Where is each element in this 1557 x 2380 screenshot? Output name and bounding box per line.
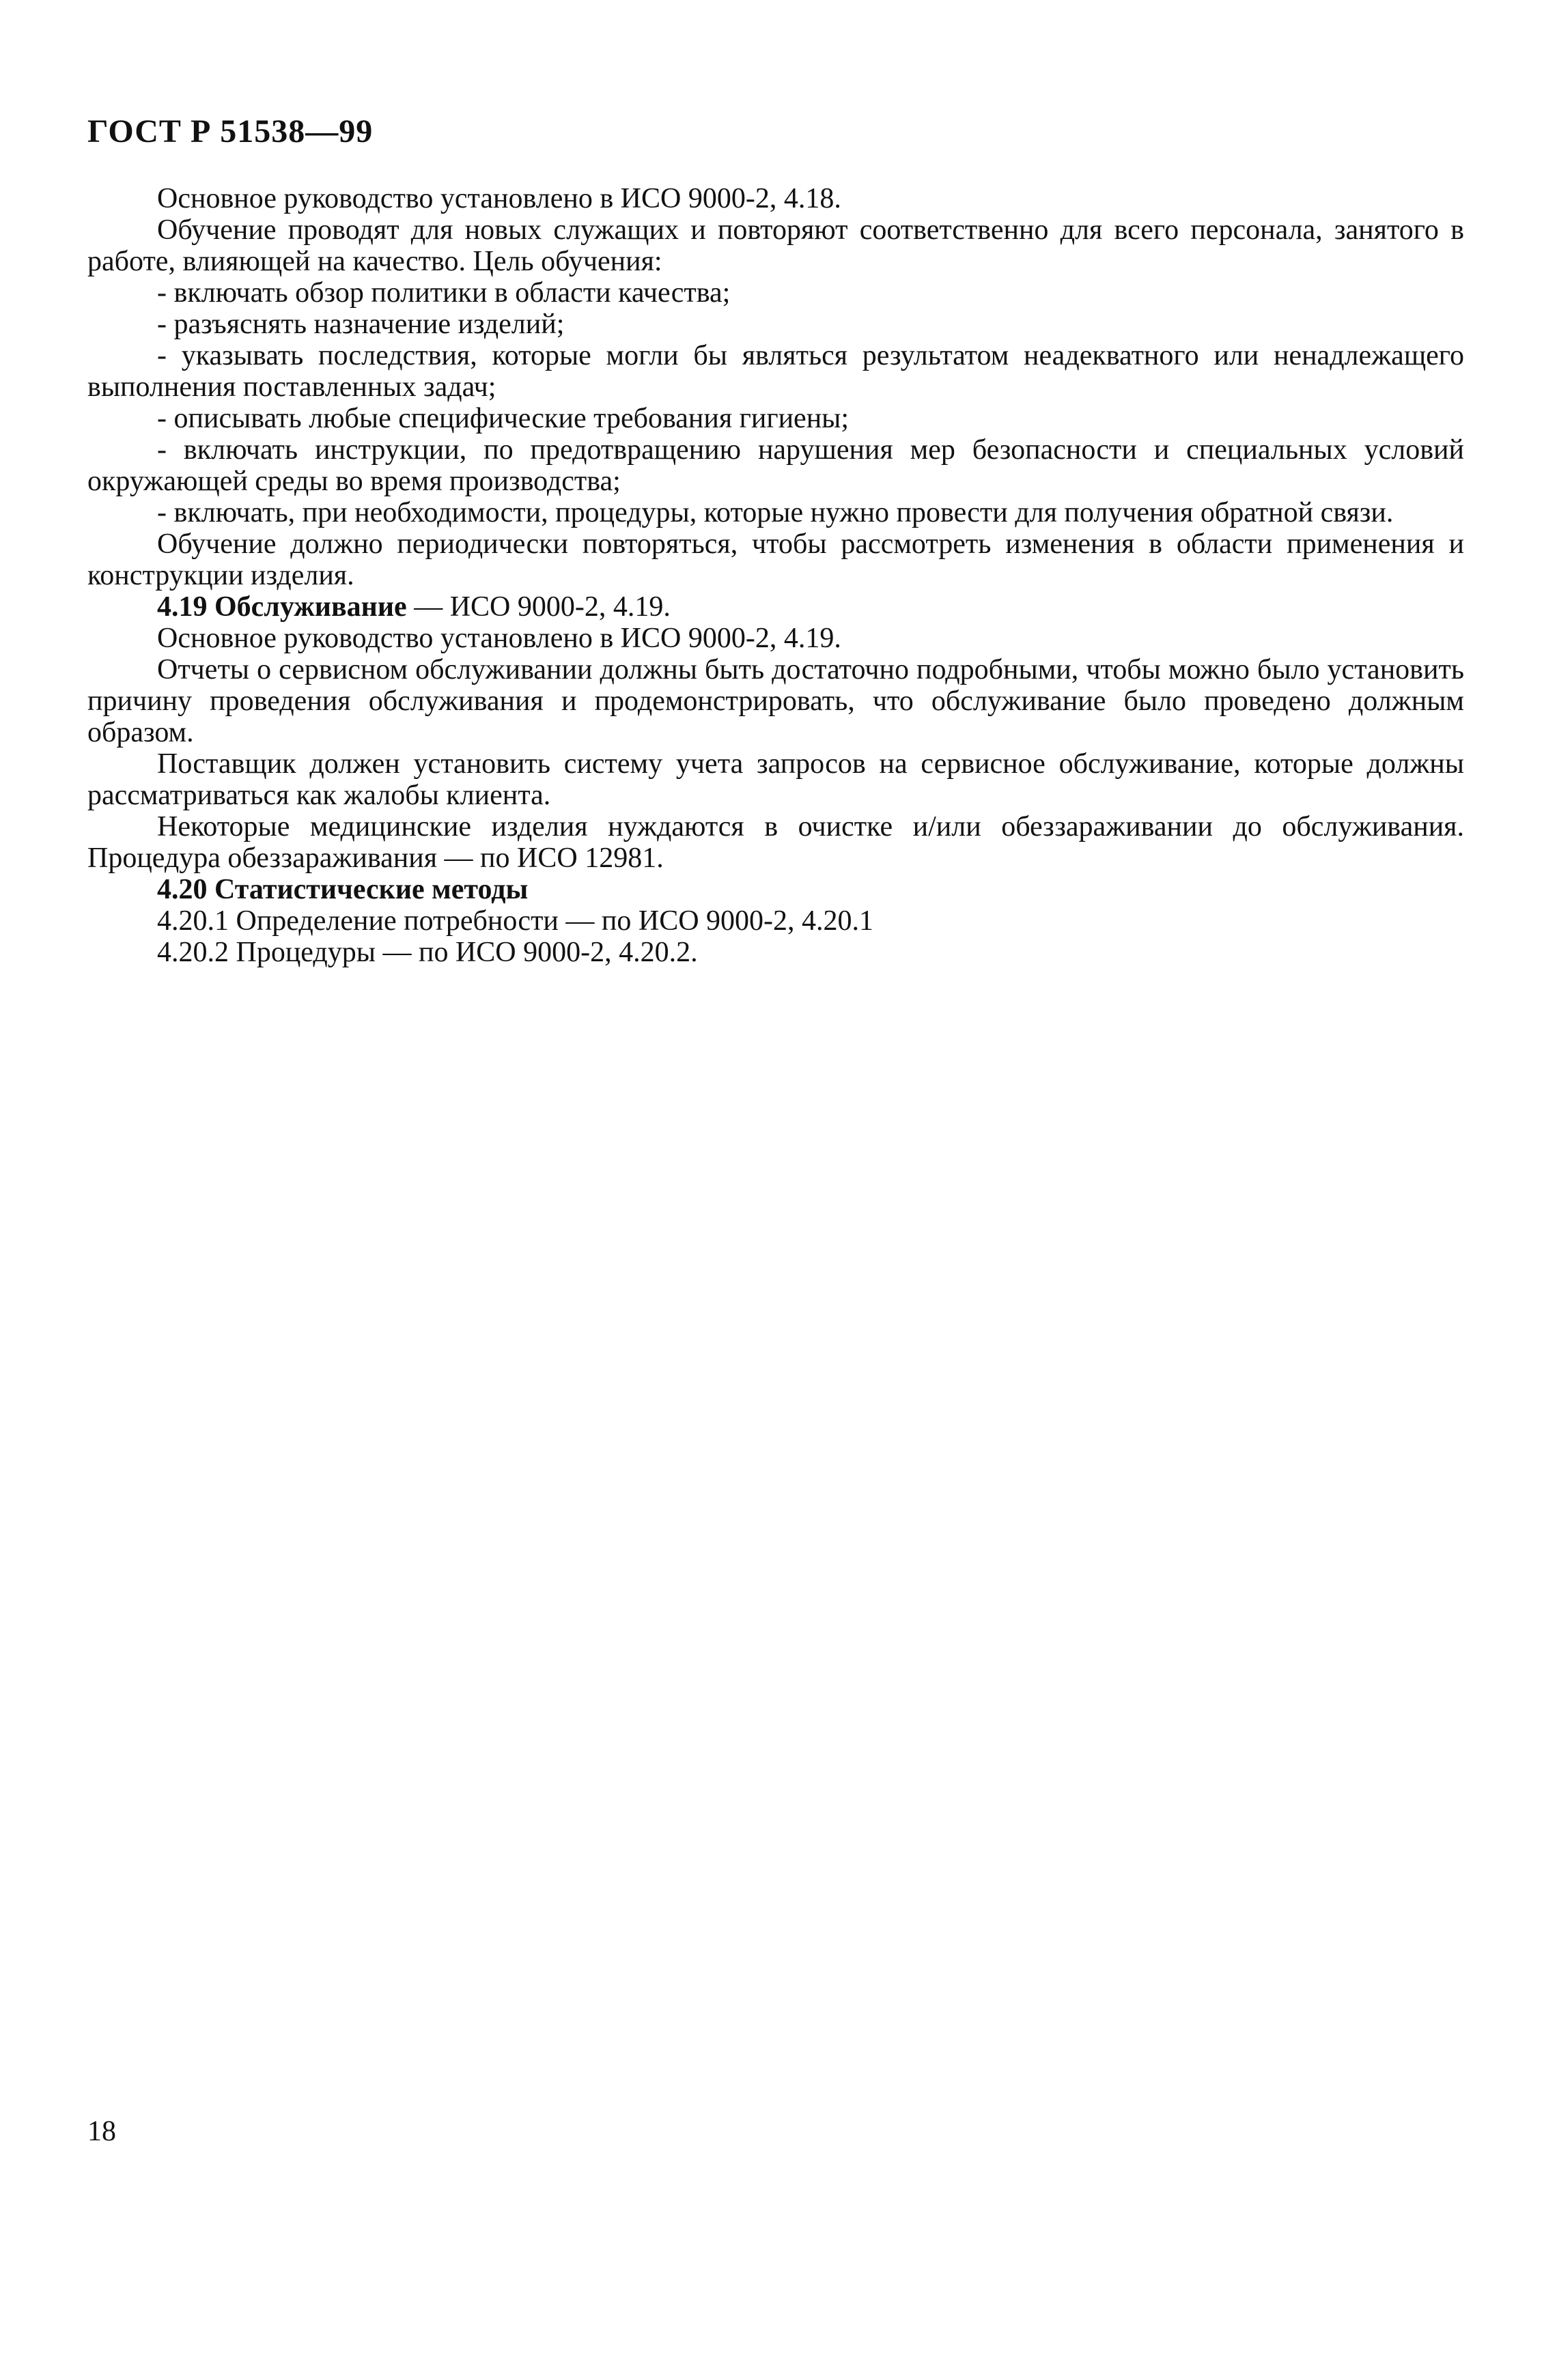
list-item: - включать обзор политики в области качества;: [157, 277, 731, 309]
document-body: [87, 183, 1464, 968]
section-heading-4-19: [87, 591, 1464, 623]
paragraph-training-repeat: Обучение должно периодически повторяться, чтобы рассмотреть изменения в области применения и конструкции изделия.: [87, 528, 1464, 591]
paragraph-request-system: Поставщик должен установить систему учета запросов на сервисное обслуживание, которые должны рассматриваться как жалобы клиента.: [87, 748, 1464, 811]
list-item: - разъяснять назначение изделий;: [157, 309, 565, 340]
section-number: 4.20: [157, 874, 208, 905]
paragraph-guidance-4-18: Основное руководство установлено в ИСО 9000-2, 4.18.: [157, 183, 841, 214]
paragraph-decontamination: Некоторые медицинские изделия нуждаются в очистке и/или обеззараживании до обслуживания. Процедура обеззараживания — по ИСО 12981.: [87, 811, 1464, 874]
paragraph-service-reports: Отчеты о сервисном обслуживании должны быть достаточно подробными, чтобы можно было установить причину проведения обслуживания и продемонстрировать, что обслуживание было проведено должным образом.: [87, 654, 1464, 748]
list-item: - включать, при необходимости, процедуры, которые нужно провести для получения обратной связи.: [157, 497, 1394, 528]
page-number: 18: [87, 2116, 116, 2147]
list-item: - включать инструкции, по предотвращению нарушения мер безопасности и специальных условий окружающей среды во время производства;: [87, 434, 1464, 497]
section-heading-4-20: [87, 874, 1464, 905]
section-title: Статистические методы: [214, 874, 529, 905]
subsection-4-20-1: 4.20.1 Определение потребности — по ИСО 9000-2, 4.20.1: [157, 905, 874, 937]
section-reference: — ИСО 9000-2, 4.19.: [406, 591, 671, 623]
subsection-4-20-2: 4.20.2 Процедуры — по ИСО 9000-2, 4.20.2.: [157, 937, 698, 968]
section-number: 4.19: [157, 591, 208, 623]
list-item: - указывать последствия, которые могли бы являться результатом неадекватного или ненадлежащего выполнения поставленных задач;: [87, 340, 1464, 403]
section-title: Обслуживание: [214, 591, 407, 623]
paragraph-training-intro: Обучение проводят для новых служащих и повторяют соответственно для всего персонала, занятого в работе, влияющей на качество. Цель обучения:: [87, 214, 1464, 277]
paragraph-guidance-4-19: Основное руководство установлено в ИСО 9000-2, 4.19.: [157, 623, 841, 654]
document-code: ГОСТ Р 51538—99: [87, 113, 374, 150]
list-item: - описывать любые специфические требования гигиены;: [157, 403, 850, 434]
